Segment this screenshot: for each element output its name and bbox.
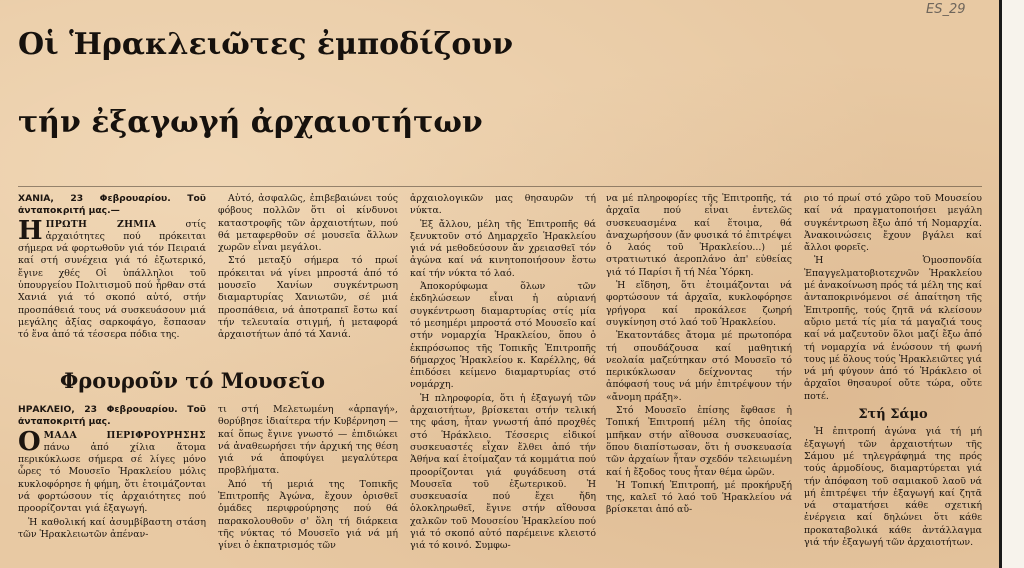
- paragraph: Αὐτό, ἀσφαλῶς, ἐπιβεβαιώνει τούς φόβους πολλῶν ὅτι οἱ κίνδυνοι καταστροφῆς τῶν ἀρχαιοτήτων, πού θά μεταφερθοῦν σέ μουσεῖα ἄλλων χωρῶν εἶναι μεγάλοι.: [218, 193, 398, 254]
- column-3: [410, 193, 596, 568]
- paragraph: Ἑκατοντάδες ἄτομα μέ πρωτοπόρα τή σπουδάζουσα καί μαθητική νεολαία μαζεύτηκαν στό Μουσεῖο τό περικύκλωσαν δείχνοντας τήν ἀπόφασή τους νά μήν ἐπιτρέψουν τήν «ἄνομη πράξη».: [606, 330, 792, 403]
- paragraph: πάνω ἀπό χίλια ἄτομα περικύκλωσε σήμερα σέ λίγες μόνο ὧρες τό Μουσεῖο Ἡρακλείου μόλις κυκλοφόρησε ἡ φήμη, ὅτι ἑτοιμάζονται νά φορτώσουν τίς ἀρχαιότητες πού προορίζονται γιά ἐξαγωγή.: [18, 441, 206, 515]
- paragraph: Στό Μουσεῖο ἐπίσης ἔφθασε ἡ Τοπική Ἐπιτροπή μέλη τῆς ὁποίας μπῆκαν στήν αἴθουσα συσκευασίας, ὅπου διαπίστωσαν, ὅτι ἡ συσκευασία τῶν ἀρχαίων ἦταν σχεδόν τελειωμένη καί ἡ ἔξοδος τους ἦταν θέμα ὡρῶν.: [606, 405, 792, 478]
- dateline-heraklion: ΗΡΑΚΛΕΙΟ, 23 Φεβρουαρίου. Τοῦ ἀνταποκριτή μας.: [18, 404, 206, 428]
- paragraph: Ἡ πληροφορία, ὅτι ἡ ἐξαγωγή τῶν ἀρχαιοτήτων, βρίσκεται στήν τελική της φάση, ἦταν γνωστή ἀπό προχθές στό Ἡράκλειο. Τέσσερις εἰδικοί συσκευαστές εἶχαν ἔλθει ἀπό τήν Ἀθήνα καί ἑτοίμαζαν τά κομμάτια πού προορίζονται γιά φυγάδευση στά Μουσεῖα τοῦ ἐξωτερικοῦ. Ἡ συσκευασία πού ἔχει ἤδη ὁλοκληρωθεῖ, ἔγινε στήν αἴθουσα χαλκῶν τοῦ Μουσείου Ἡρακλείου πού γιά τό σκοπό αὐτό παρέμεινε κλειστό γιά τό κοινό. Συμφω-: [410, 392, 596, 552]
- paragraph: ἀρχαιολογικῶν μας θησαυρῶν τή νύκτα.: [410, 193, 596, 217]
- subhead-museum: Φρουροῦν τό Μουσεῖο: [60, 368, 325, 393]
- subhead-samo: Στή Σάμο: [858, 407, 928, 423]
- lead-words: ΠΡΩΤΗ ΖΗΜΙΑ: [45, 218, 157, 230]
- headline-line-1: Οἱ Ἡρακλειῶτες ἐμποδίζουν: [18, 27, 514, 62]
- dateline-chania: ΧΑΝΙΑ, 23 Φεβρουαρίου. Τοῦ ἀνταποκριτή μας.—: [18, 193, 206, 217]
- paragraph: Ἡ εἴδηση, ὅτι ἑτοιμάζονται νά φορτώσουν τά ἀρχαῖα, κυκλοφόρησε γρήγορα καί προκάλεσε ζωηρή συγκίνηση στό λαό τοῦ Ἡρακλείου.: [606, 280, 792, 328]
- column-heraklion-continued: [218, 404, 398, 568]
- paragraph: Ἡ καθολική καί ἀσυμβίβαστη στάση τῶν Ἡρακλειωτῶν ἀπέναν-: [18, 516, 206, 540]
- paragraph: να μέ πληροφορίες τῆς Ἐπιτροπῆς, τά ἀρχαῖα πού εἶναι ἐντελῶς συσκευασμένα καί ἕτοιμα, θά ἀναχωρήσουν (ἄν φυσικά τό ἐπιτρέψει ὁ λαός τοῦ Ἡρακλείου...) μέ στρατιωτικό ἀεροπλάνο ἀπ' εὐθείας γιά τό Παρίσι ἤ τή Νέα Ὑόρκη.: [606, 193, 792, 278]
- column-rule: [18, 186, 982, 187]
- paragraph: Στό μεταξύ σήμερα τό πρωί πρόκειται νά γίνει μπροστά ἀπό τό μουσεῖο Χανίων συγκέντρωση διαμαρτυρίας Χανιωτῶν, σέ μιά προσπάθεια, νά ἀποτραπεῖ ἔστω καί τήν τελευταία στιγμή, ἡ μεταφορά ἀρχαιοτήτων ἀπό τά Χανιά.: [218, 255, 398, 341]
- column-4: [606, 193, 792, 568]
- lead-words: ΜΑΔΑ ΠΕΡΙΦΡΟΥΡΗΣΗΣ: [43, 429, 206, 441]
- paragraph: Ἀπό τή μεριά της Τοπικῆς Ἐπιτροπῆς Ἀγώνα, ἔχουν ὁρισθεῖ ὁμάδες περιφρούρησης πού θά παρακολουθοῦν σ' ὅλη τή διάρκεια τῆς νύκτας τό Μουσεῖο γιά νά μή γίνει ὁ ἐκπατρισμός τῶν: [218, 478, 398, 552]
- archive-mark: ES_29: [926, 2, 966, 17]
- paragraph: Ἡ Τοπική Ἐπιτροπή, μέ προκήρυξή της, καλεῖ τό λαό τοῦ Ἡρακλείου νά βρίσκεται ἀπό αὔ-: [606, 479, 792, 516]
- column-heraklion: [18, 404, 206, 568]
- clipping-edge: [999, 0, 1024, 568]
- paragraph: Ἀποκορύφωμα ὅλων τῶν ἐκδηλώσεων εἶναι ἡ αὐριανή συγκέντρωση διαμαρτυρίας στίς μία τό μεσημέρι μπροστά στό Μουσεῖο καί στήν νομαρχία Ἡρακλείου, ὅπου ὁ ἐκπρόσωπος τῆς Τοπικῆς Ἐπιτροπῆς δήμαρχος Ἡρακλείου κ. Καρέλλης, θά ἐπιδόσει κείμενο διαμαρτυρίας στό νομάρχη.: [410, 281, 596, 391]
- column-chania: [18, 193, 206, 365]
- paragraph: ριο τό πρωί στό χῶρο τοῦ Μουσείου καί νά πραγματοποιήσει μεγάλη συγκέντρωση ἔξω ἀπό τή Νομαρχία. Ἀνακοινώσεις ἔχουν βγάλει καί ἄλλοι φορεῖς.: [804, 193, 982, 254]
- paragraph: Ἡ Ὁμοσπονδία Ἐπαγγελματοβιοτεχνῶν Ἡρακλείου μέ ἀνακοίνωση πρός τά μέλη της καί ἀνταποκρινόμενοι σέ ἀπαίτηση τῆς Ἐπιτροπῆς, τούς ζητᾶ νά κλείσουν αὔριο μετά τίς μία τά μαγαζιά τους καί νά μαζευτοῦν ὅλοι μαζί ἔξω ἀπό τή νομαρχία νά ἑνώσουν τή φωνή τους μέ ὅλους τούς Ἡρακλειῶτες γιά νά μή φύγουν ἀπό τό Ἡράκλειο οἱ ἀρχαῖοι θησαυροί οὔτε τώρα, οὔτε ποτέ.: [804, 255, 982, 402]
- headline: [18, 6, 988, 162]
- column-5: [804, 193, 982, 568]
- paragraph: Ἡ ἐπιτροπή ἀγώνα γιά τή μή ἐξαγωγή τῶν ἀρχαιοτήτων τῆς Σάμου μέ τηλεγράφημά της πρός τούς ἁρμοδίους, διαμαρτύρεται γιά τήν ἀπόφαση τοῦ σαμιακοῦ λαοῦ νά μή ἐπιτρέψει τήν ἐξαγωγή καί ζητᾶ νά σταματήσει κάθε σχετική ἐνέργεια καί δηλώνει ὅτι κάθε προκαταβολικά κάθε ἀντάλλαγμα γιά τήν ἐξαγωγή τῶν ἀρχαιοτήτων.: [804, 426, 982, 549]
- drop-cap: Ο: [18, 426, 41, 457]
- headline-line-2: τήν ἐξαγωγή ἀρχαιοτήτων: [18, 105, 483, 140]
- paragraph: Ἐξ ἄλλου, μέλη τῆς Ἐπιτροπῆς θά ξενυκτοῦν στό Δημαρχεῖο Ἡρακλείου γιά νά μεθοδεύσουν ἄν χρειασθεῖ τόν ἀγώνα καί νά κινητοποιήσουν ἔστω καί τήν νύκτα τό λαό.: [410, 218, 596, 279]
- paragraph: τι στή Μελετωμένη «ἁρπαγή», θορύβησε ἰδιαίτερα τήν Κυβέρνηση — καί ὅπως ἔγινε γνωστό — ἐπιδιώκει νά ἀναθεωρήσει τήν ἀρχική της θέση γιά νά ἀποφύγει μεγαλύτερα προβλήματα.: [218, 404, 398, 477]
- drop-cap: Η: [18, 215, 43, 246]
- paragraph: στίς ἀρχαιότητες πού πρόκειται σήμερα νά φορτωθοῦν γιά τόν Πειραιά καί στή συνέχεια γιά τό ἐξωτερικό, ἔγινε χθές Οἱ ὑπάλληλοι τοῦ ὑπουργείου Πολιτισμοῦ πού ἦρθαν στά Χανιά γιά τό σκοπό αὐτό, στήν προσπάθειά τους νά συσκευάσουν μιά μεγάλης ἀξίας σαρκοφάγο, ἔσπασαν τό ἕνα ἀπό τά τέσσερα πόδια της.: [18, 218, 206, 341]
- column-chania-continued: [218, 193, 398, 365]
